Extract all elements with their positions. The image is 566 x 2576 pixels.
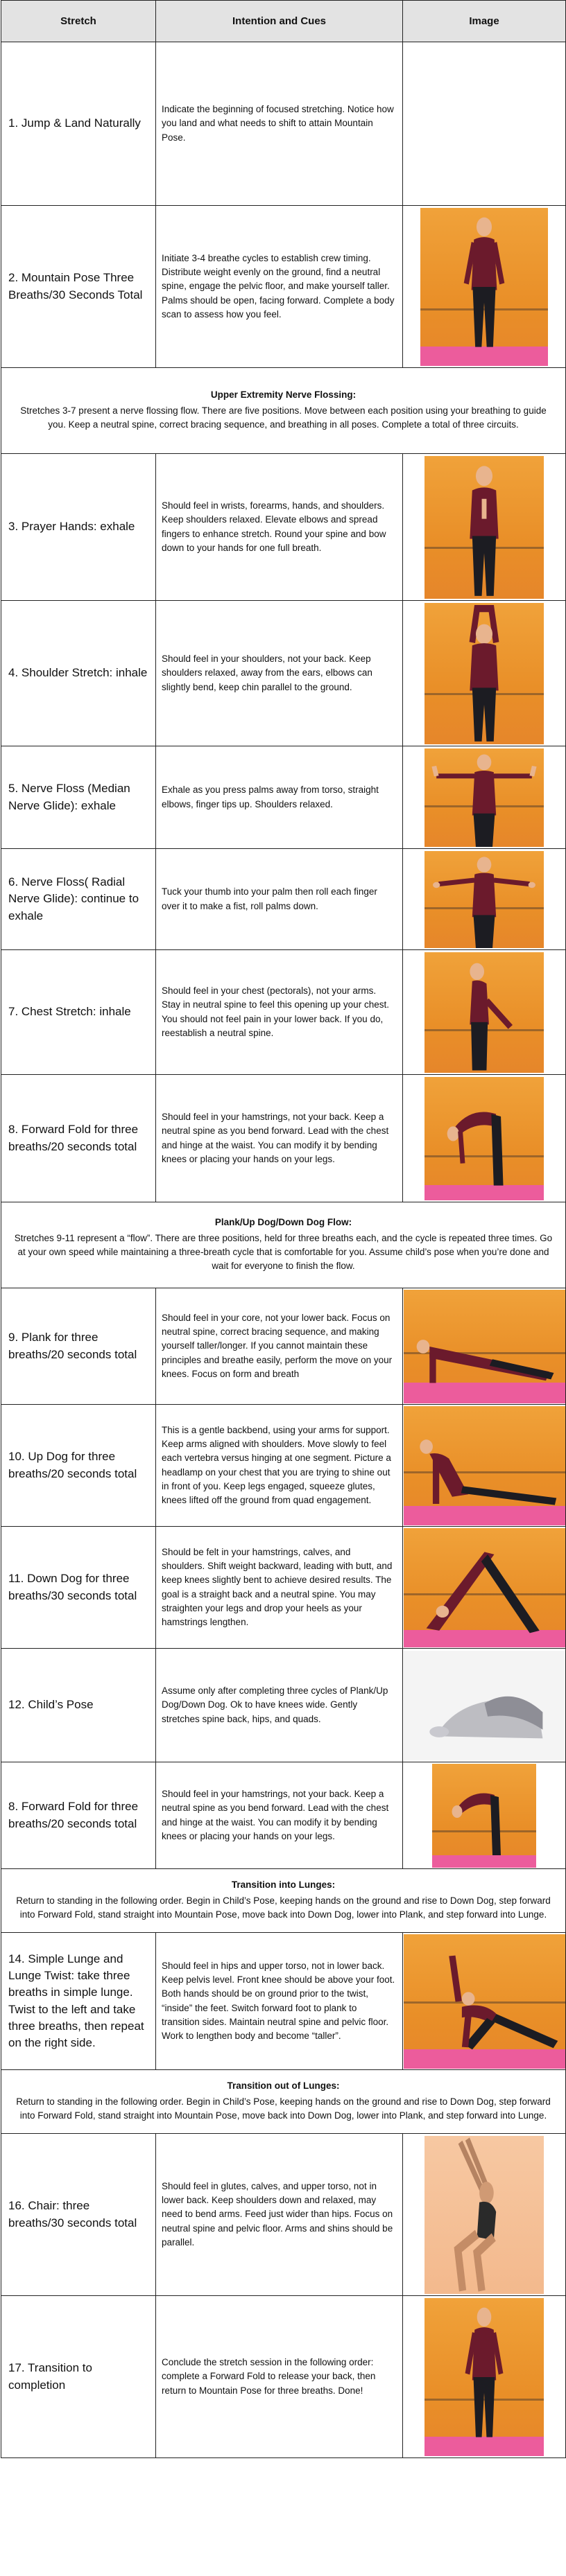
stretch-name: 12. Child’s Pose xyxy=(1,1649,156,1762)
up-dog-photo xyxy=(404,1406,565,1525)
section-into-lunges xyxy=(1,1869,566,1933)
mountain-pose-photo xyxy=(420,208,548,366)
stretch-cues: Should feel in your hamstrings, not your back. Keep a neutral spine as you bend forward. Lead with the chest and hinge at the waist. You can modify it by bending knees or placing your hands on your legs. xyxy=(156,1075,403,1202)
table-row xyxy=(1,1288,566,1405)
table-row xyxy=(1,1933,566,2070)
stretch-name: 8. Forward Fold for three breaths/20 seconds total xyxy=(1,1762,156,1869)
lunge-twist-photo xyxy=(404,1934,565,2069)
shoulder-stretch-photo xyxy=(424,603,544,744)
table-row xyxy=(1,1527,566,1649)
image-cell-empty xyxy=(403,42,566,206)
stretch-name: 7. Chest Stretch: inhale xyxy=(1,950,156,1075)
stretch-name: 9. Plank for three breaths/20 seconds total xyxy=(1,1288,156,1405)
chest-stretch-photo xyxy=(424,952,544,1073)
header-cues: Intention and Cues xyxy=(156,1,403,42)
stretch-name: 10. Up Dog for three breaths/20 seconds total xyxy=(1,1405,156,1527)
forward-fold-photo xyxy=(424,1077,544,1200)
table-row xyxy=(1,601,566,746)
stretch-cues: Should feel in hips and upper torso, not in lower back. Keep pelvis level. Front knee should be above your foot. Both hands should be on ground prior to the twist, “inside” the feet. Switch forward foot to plank to transition sides. Maintain neutral spine and pelvic floor. Work to lengthen body and become “taller”. xyxy=(156,1933,403,2070)
median-nerve-glide-photo xyxy=(424,748,544,847)
down-dog-photo xyxy=(404,1528,565,1647)
section-row xyxy=(1,2070,566,2134)
prayer-hands-photo xyxy=(424,456,544,599)
radial-nerve-glide-photo xyxy=(424,851,544,948)
stretch-cues: Should feel in your chest (pectorals), not your arms. Stay in neutral spine to feel this opening up your chest. You should not feel pain in your lower back. If you do, reestablish a neutral spine. xyxy=(156,950,403,1075)
stretch-name: 14. Simple Lunge and Lunge Twist: take three breaths in simple lunge. Twist to the left and take three breaths, then repeat on the right side. xyxy=(1,1933,156,2070)
section-text: Stretches 9-11 represent a “flow”. There are three positions, held for three breaths each, and the cycle is repeated three times. Go at your own speed while maintaining a three-breath cycle that is comfortable for you. Assume child’s pose when you’re done and wait for everyone to finish the flow. xyxy=(14,1232,553,1272)
stretch-name: 2. Mountain Pose Three Breaths/30 Seconds Total xyxy=(1,206,156,368)
header-stretch: Stretch xyxy=(1,1,156,42)
stretch-cues: Indicate the beginning of focused stretching. Notice how you land and what needs to shift to attain Mountain Pose. xyxy=(156,42,403,206)
table-row xyxy=(1,1405,566,1527)
childs-pose-photo xyxy=(404,1651,565,1760)
table-row xyxy=(1,2296,566,2458)
header-image: Image xyxy=(403,1,566,42)
plank-photo xyxy=(404,1290,565,1403)
section-plank-flow xyxy=(1,1202,566,1288)
section-row xyxy=(1,1202,566,1288)
stretch-name: 4. Shoulder Stretch: inhale xyxy=(1,601,156,746)
table-row xyxy=(1,746,566,849)
section-row xyxy=(1,368,566,454)
table-row xyxy=(1,950,566,1075)
section-title: Transition into Lunges: xyxy=(231,1879,336,1890)
stretch-cues: Tuck your thumb into your palm then roll each finger over it to make a fist, roll palms down. xyxy=(156,849,403,950)
stretch-cues: Should feel in wrists, forearms, hands, and shoulders. Keep shoulders relaxed. Elevate elbows and spread fingers to enhance stretch. Round your spine and bow down to your hands for one full breath. xyxy=(156,454,403,601)
section-text: Return to standing in the following order. Begin in Child’s Pose, keeping hands on the ground and rise to Down Dog, step forward into Forward Fold, stand straight into Mountain Pose, move back into Down Dog, lower into Plank, and step forward into Lunge. xyxy=(16,1895,551,1920)
stretch-cues: Assume only after completing three cycles of Plank/Up Dog/Down Dog. Ok to have knees wide. Gently stretches spine back, hips, and quads. xyxy=(156,1649,403,1762)
stretch-name: 5. Nerve Floss (Median Nerve Glide): exhale xyxy=(1,746,156,849)
stretch-name: 3. Prayer Hands: exhale xyxy=(1,454,156,601)
stretch-cues: Exhale as you press palms away from torso, straight elbows, finger tips up. Shoulders relaxed. xyxy=(156,746,403,849)
stretch-table xyxy=(1,0,566,2458)
table-row xyxy=(1,206,566,368)
forward-fold-photo-2 xyxy=(432,1764,536,1868)
stretch-cues: Should feel in your core, not your lower back. Focus on neutral spine, correct bracing sequence, and making yourself taller/longer. If you cannot maintain these principles and breathe easily, perform the move on your knees. Focus on form and breath xyxy=(156,1288,403,1405)
section-text: Stretches 3-7 present a nerve flossing flow. There are five positions. Move between each position using your breathing to guide you. Keep a neutral spine, correct bracing sequence, and breathing in all poses. Complete a total of three circuits. xyxy=(20,405,547,430)
section-row xyxy=(1,1869,566,1933)
stretch-name: 8. Forward Fold for three breaths/20 seconds total xyxy=(1,1075,156,1202)
stretch-cues: Initiate 3-4 breathe cycles to establish crew timing. Distribute weight evenly on the ground, find a neutral spine, engage the pelvic floor, and make yourself taller. Palms should be open, facing forward. Complete a body scan to assess how you feel. xyxy=(156,206,403,368)
section-out-of-lunges xyxy=(1,2070,566,2134)
section-text: Return to standing in the following order. Begin in Child’s Pose, keeping hands on the ground and rise to Down Dog, step forward into Forward Fold, stand straight into Mountain Pose, move back into Down Dog, lower into Plank, and step forward into Lunge. xyxy=(16,2096,551,2121)
table-row xyxy=(1,1075,566,1202)
section-title: Upper Extremity Nerve Flossing: xyxy=(210,389,357,400)
stretch-cues: Should feel in your shoulders, not your back. Keep shoulders relaxed, away from the ears, elbows can slightly bend, keep chin parallel to the ground. xyxy=(156,601,403,746)
section-title: Transition out of Lunges: xyxy=(227,2080,340,2091)
header-row xyxy=(1,1,566,42)
stretch-name: 1. Jump & Land Naturally xyxy=(1,42,156,206)
chair-pose-photo xyxy=(424,2136,544,2294)
stretch-name: 17. Transition to completion xyxy=(1,2296,156,2458)
stretch-name: 16. Chair: three breaths/30 seconds total xyxy=(1,2134,156,2296)
stretch-cues: Should feel in glutes, calves, and upper torso, not in lower back. Keep shoulders down and relaxed, may need to bend arms. Feed just wider than hips. Focus on neutral spine and pelvic floor. Arms and shins should be parallel. xyxy=(156,2134,403,2296)
table-row xyxy=(1,849,566,950)
table-row xyxy=(1,1762,566,1869)
table-row xyxy=(1,454,566,601)
stretch-cues: This is a gentle backbend, using your arms for support. Keep arms aligned with shoulders. Move slowly to feel each vertebra versus hinging at one segment. Picture a headlamp on your chest that you are trying to shine out in front of you. Keep legs engaged, squeeze glutes, knees lifted off the ground from quad engagement. xyxy=(156,1405,403,1527)
stretch-cues: Conclude the stretch session in the following order: complete a Forward Fold to release your back, then return to Mountain Pose for three breaths. Done! xyxy=(156,2296,403,2458)
table-row xyxy=(1,1649,566,1762)
stretch-cues: Should be felt in your hamstrings, calves, and shoulders. Shift weight backward, leading with butt, and keep knees slightly bent to achieve desired results. The goal is a straight back and a neutral spine. You may straighten your legs and drop your heels as your hamstrings lengthen. xyxy=(156,1527,403,1649)
stretch-name: 6. Nerve Floss( Radial Nerve Glide): continue to exhale xyxy=(1,849,156,950)
table-row xyxy=(1,2134,566,2296)
stretch-cues: Should feel in your hamstrings, not your back. Keep a neutral spine as you bend forward. Lead with the chest and hinge at the waist. You can modify it by bending knees or placing your hands on your legs. xyxy=(156,1762,403,1869)
stretch-name: 11. Down Dog for three breaths/30 seconds total xyxy=(1,1527,156,1649)
section-title: Plank/Up Dog/Down Dog Flow: xyxy=(214,1216,352,1227)
section-upper-extremity xyxy=(1,368,566,454)
table-row xyxy=(1,42,566,206)
mountain-pose-final-photo xyxy=(424,2298,544,2456)
